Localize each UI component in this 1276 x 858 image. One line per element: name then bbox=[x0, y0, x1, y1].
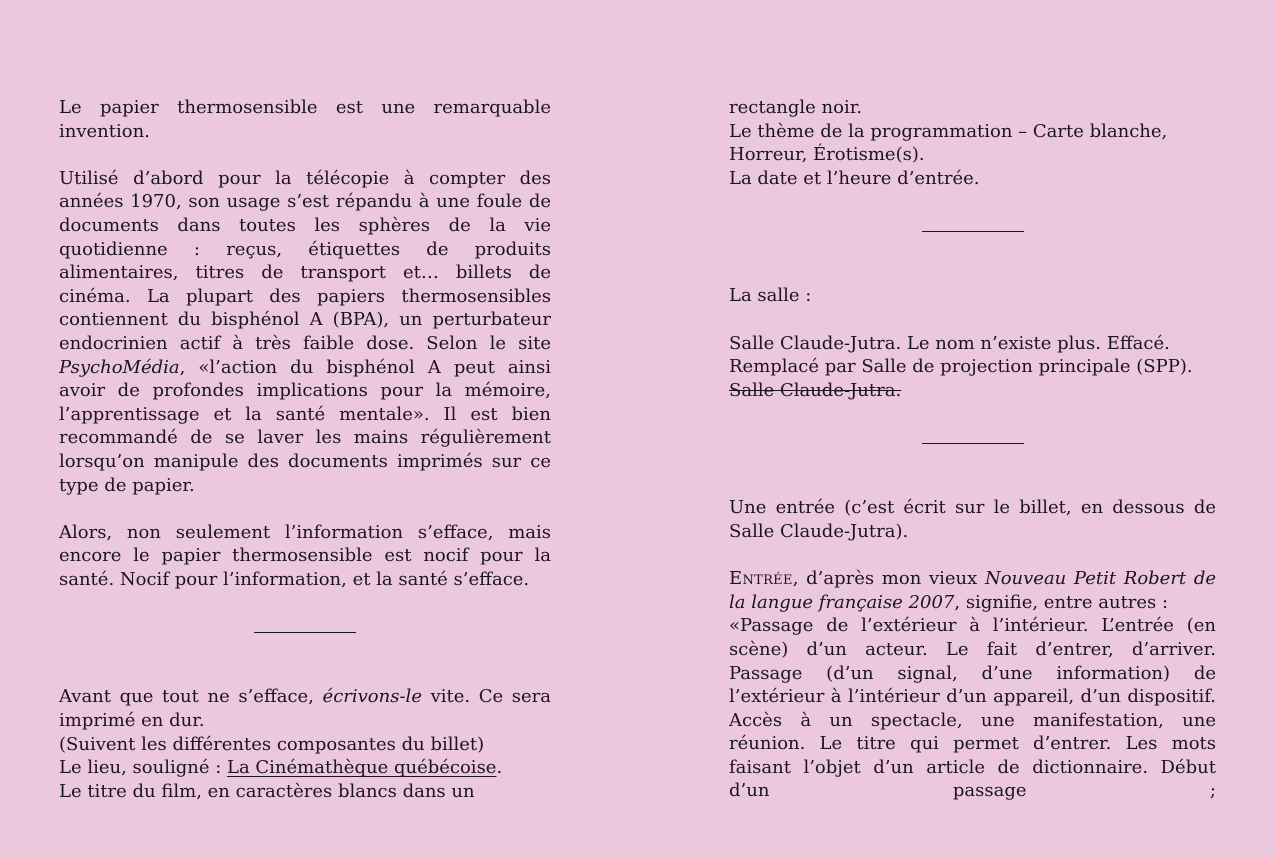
paragraph-gap bbox=[59, 497, 551, 521]
ticket-location-line bbox=[59, 756, 551, 780]
section-divider-left bbox=[59, 591, 551, 685]
dictionary-signifies: , signifie, entre autres : bbox=[954, 591, 1169, 613]
bpa-text-end: , «l’action du bisphénol A peut ainsi avoir de profondes implications pour la mémoire, l’apprentissage et la santé mentale». Il est bien recommandé de se laver les mains régulièrement lorsqu’on manipule des documents imprimés sur ce type de papier. bbox=[59, 356, 551, 496]
paragraph-bpa bbox=[59, 167, 551, 497]
entry-written-paragraph: Une entrée (c’est écrit sur le billet, en dessous de Salle Claude-Jutra). bbox=[729, 497, 1216, 542]
write-it-emphasis: écrivons-le bbox=[322, 686, 422, 708]
dictionary-reference-paragraph bbox=[729, 567, 1216, 614]
film-title-line: Le titre du film, en caractères blancs dans un bbox=[59, 780, 475, 802]
right-page bbox=[729, 96, 1216, 803]
paragraph-thermal-paper: Le papier thermosensible est une remarquable invention. bbox=[59, 97, 551, 142]
dictionary-quote: «Passage de l’extérieur à l’intérieur. L’entrée (en scène) d’un acteur. Le fait d’entrer, d’arriver. Passage (d’un signal, d’une information) de l’extérieur à l’intérieur d’un appareil, d’un dispositif. Accès à un spectacle, une manifestation, une réunion. Le titre qui permet d’entrer. Les mots faisant l’objet d’un article de dictionnaire. Début d’un passage ; bbox=[729, 615, 1216, 802]
room-name-line: Salle Claude-Jutra. Le nom n’existe plus. Effacé. bbox=[729, 332, 1170, 354]
room-label: La salle : bbox=[729, 285, 812, 307]
black-rectangle-line: rectangle noir. bbox=[729, 97, 863, 118]
program-theme-line: Le thème de la programmation – Carte blanche, Horreur, Érotisme(s). bbox=[729, 120, 1168, 166]
write-it-end: vite. Ce sera imprimé en dur. bbox=[59, 686, 551, 732]
room-replacement-line: Remplacé par Salle de projection principale (SPP). bbox=[729, 356, 1193, 378]
dictionary-title: Nouveau Petit Robert de la langue française 2007 bbox=[729, 568, 1216, 613]
separator-line bbox=[254, 632, 356, 633]
entry-date-line: La date et l’heure d’entrée. bbox=[729, 167, 980, 189]
paragraph-gap bbox=[729, 544, 1216, 568]
location-label: Le lieu, souligné : bbox=[59, 757, 227, 779]
entry-small-caps: Entrée bbox=[729, 568, 793, 590]
location-period: . bbox=[496, 757, 503, 779]
paragraph-gap bbox=[729, 308, 1216, 332]
write-it-start: Avant que tout ne s’efface, bbox=[59, 686, 323, 708]
separator-line bbox=[922, 443, 1024, 444]
section-divider-right-bottom bbox=[729, 402, 1216, 496]
section-divider-right-top bbox=[729, 190, 1216, 284]
struck-room-name: Salle Claude-Jutra. bbox=[729, 379, 902, 401]
cinematheque-underlined: La Cinémathèque québécoise bbox=[227, 757, 497, 779]
paragraph-gap bbox=[59, 143, 551, 167]
separator-line bbox=[922, 231, 1024, 232]
dictionary-intro: , d’après mon vieux bbox=[792, 568, 985, 590]
psychomedia-site-name: PsychoMédia bbox=[59, 356, 180, 378]
bpa-text-start: Utilisé d’abord pour la télécopie à compter des années 1970, son usage s’est répandu à une foule de documents dans toutes les sphères de la vie quotidienne : reçus, étiquettes de produits alimentaires, titres de transport et… billets de cinéma. La plupart des papiers thermosensibles contiennent du bisphénol A (BPA), un perturbateur endocrinien actif à très faible dose. Selon le site bbox=[59, 167, 551, 354]
ticket-components-note: (Suivent les différentes composantes du billet) bbox=[59, 733, 485, 755]
paragraph-information-erased: Alors, non seulement l’information s’efface, mais encore le papier thermosensible est nocif pour la santé. Nocif pour l’information, et la santé s’efface. bbox=[59, 521, 551, 590]
left-page bbox=[59, 96, 551, 803]
paragraph-write-it bbox=[59, 685, 551, 732]
